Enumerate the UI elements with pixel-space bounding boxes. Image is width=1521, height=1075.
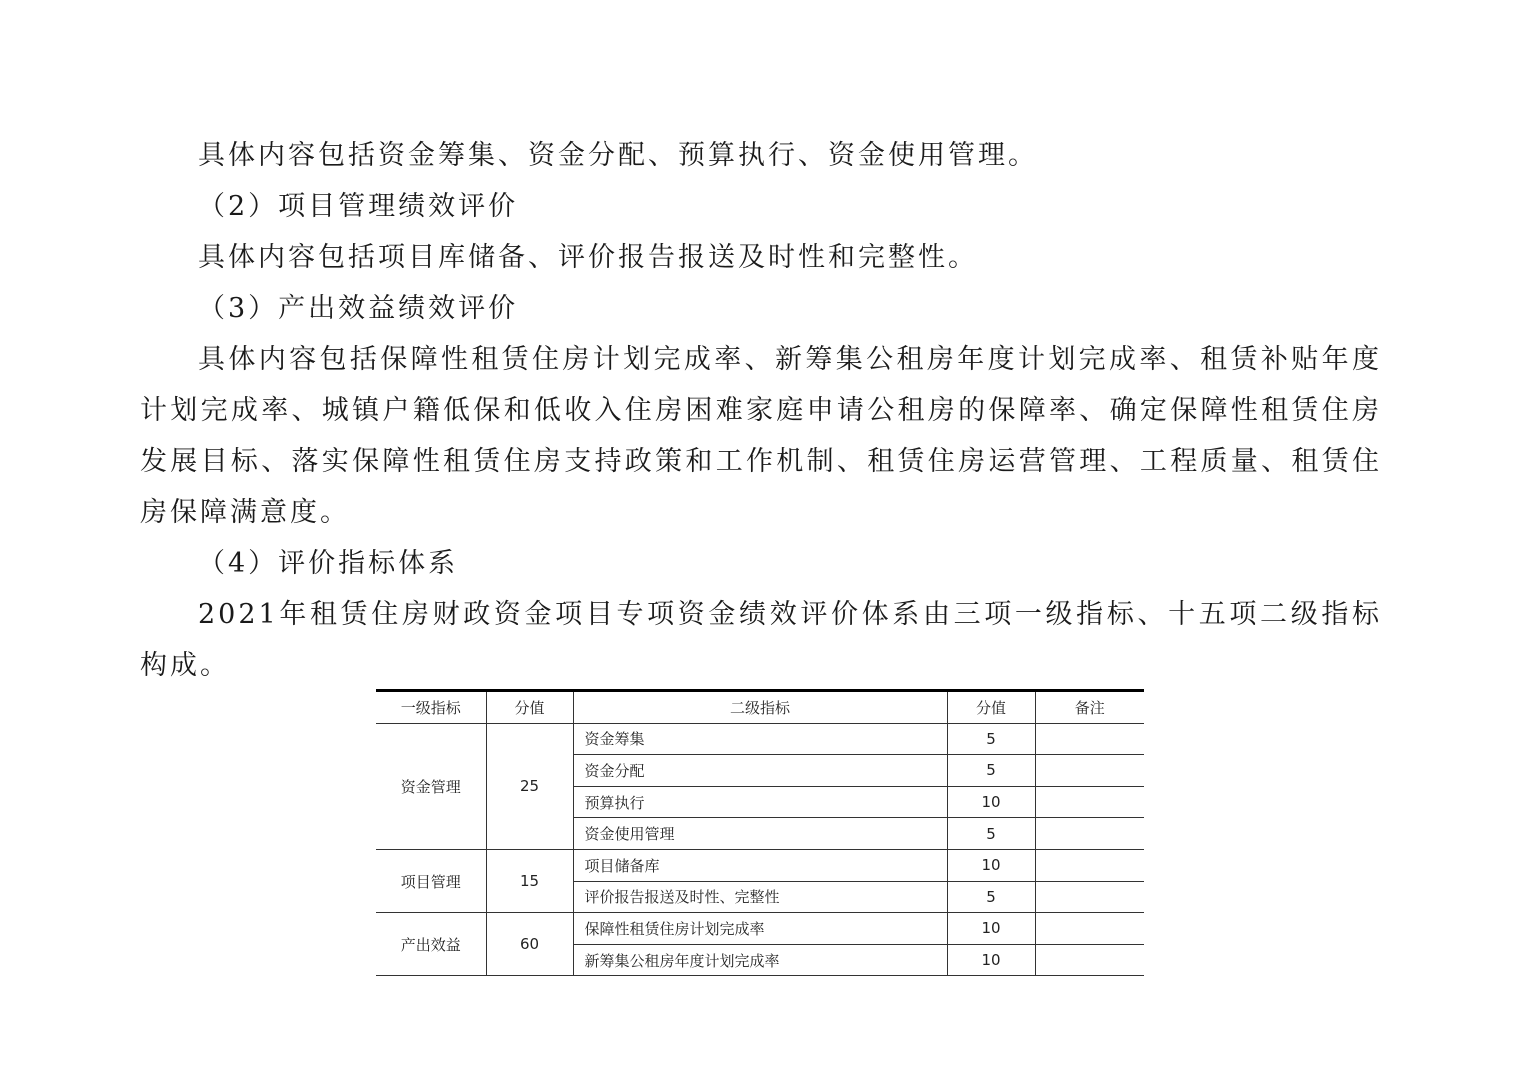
note-cell — [1035, 755, 1144, 787]
table-row — [376, 913, 1144, 945]
secondary-indicator-cell: 资金分配 — [573, 755, 947, 787]
header-secondary-score: 分值 — [947, 691, 1035, 724]
primary-indicator-cell: 产出效益 — [376, 913, 486, 976]
note-cell — [1035, 849, 1144, 881]
heading-indicator-system: （4）评价指标体系 — [198, 548, 459, 579]
secondary-score-cell: 5 — [947, 818, 1035, 850]
note-cell — [1035, 913, 1144, 945]
table-row — [376, 849, 1144, 881]
secondary-score-cell: 5 — [947, 755, 1035, 787]
primary-indicator-cell: 资金管理 — [376, 723, 486, 849]
indicator-table — [376, 689, 1144, 976]
header-note: 备注 — [1035, 691, 1144, 724]
note-cell — [1035, 818, 1144, 850]
document-body — [140, 130, 1382, 691]
secondary-score-cell: 5 — [947, 881, 1035, 913]
primary-score-cell: 25 — [486, 723, 573, 849]
secondary-indicator-cell: 资金筹集 — [573, 723, 947, 755]
table-row — [376, 723, 1144, 755]
secondary-score-cell: 10 — [947, 849, 1035, 881]
note-cell — [1035, 723, 1144, 755]
paragraph-project-management-content: 具体内容包括项目库储备、评价报告报送及时性和完整性。 — [198, 242, 978, 273]
secondary-indicator-cell: 资金使用管理 — [573, 818, 947, 850]
secondary-indicator-cell: 评价报告报送及时性、完整性 — [573, 881, 947, 913]
header-primary-indicator: 一级指标 — [376, 691, 486, 724]
paragraph-fund-management-content: 具体内容包括资金筹集、资金分配、预算执行、资金使用管理。 — [198, 140, 1038, 171]
secondary-score-cell: 10 — [947, 944, 1035, 976]
primary-score-cell: 60 — [486, 913, 573, 976]
heading-project-management: （2）项目管理绩效评价 — [198, 191, 519, 222]
secondary-score-cell: 5 — [947, 723, 1035, 755]
paragraph-indicator-system-content: 2021年租赁住房财政资金项目专项资金绩效评价体系由三项一级指标、十五项二级指标构成。 — [140, 599, 1382, 681]
heading-output-benefit: （3）产出效益绩效评价 — [198, 293, 519, 324]
secondary-indicator-cell: 预算执行 — [573, 786, 947, 818]
header-primary-score: 分值 — [486, 691, 573, 724]
secondary-indicator-cell: 保障性租赁住房计划完成率 — [573, 913, 947, 945]
note-cell — [1035, 881, 1144, 913]
primary-score-cell: 15 — [486, 849, 573, 912]
note-cell — [1035, 786, 1144, 818]
secondary-score-cell: 10 — [947, 913, 1035, 945]
secondary-indicator-cell: 新筹集公租房年度计划完成率 — [573, 944, 947, 976]
header-secondary-indicator: 二级指标 — [573, 691, 947, 724]
note-cell — [1035, 944, 1144, 976]
primary-indicator-cell: 项目管理 — [376, 849, 486, 912]
table-header-row — [376, 691, 1144, 724]
paragraph-output-benefit-content: 具体内容包括保障性租赁住房计划完成率、新筹集公租房年度计划完成率、租赁补贴年度计划完成率、城镇户籍低保和低收入住房困难家庭申请公租房的保障率、确定保障性租赁住房发展目标、落实保障性租赁住房支持政策和工作机制、租赁住房运营管理、工程质量、租赁住房保障满意度。 — [140, 344, 1382, 528]
secondary-indicator-cell: 项目储备库 — [573, 849, 947, 881]
secondary-score-cell: 10 — [947, 786, 1035, 818]
